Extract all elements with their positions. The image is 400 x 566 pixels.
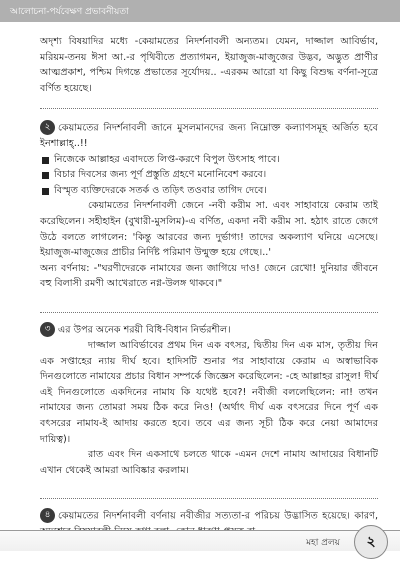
section-4-number: ৪ bbox=[40, 508, 55, 523]
page-number: ২ bbox=[354, 525, 388, 559]
section-3-body: দাজ্জাল আবির্ভাবের প্রথম দিন এক বৎসর, দ্বিতীয় দিন এক মাস, তৃতীয় দিন এক সপ্তাহের ন্যায় দীর্ঘ হবে। হাদিসটি শুনার পর সাহাবায়ে কেরাম এ অস্বাভাবিক দিনগুলোতে নামাযের প্রচার বিধান সম্পর্কে জিজ্ঞেস করেছিলেন: -হে আল্লাহর রাসুল! দীর্ঘ এই দিনগুলোতে একদিনের নামায কি যথেষ্ট হবে?! নবীজী বললেছিলেন: না! তখন নামাযের জন্য তোমরা সময় ঠিক করে নিও! (অর্থাৎ দীর্ঘ এক বৎসরের দিনে পূর্ণ এক বৎসরের নামায-ই আদায় করতে হবে। তবে এর জন্য সূচী ঠিক করে নেয়া আমাদের দায়িত্ব)। bbox=[40, 340, 378, 445]
divider-2 bbox=[40, 312, 378, 313]
intro-text: অদৃশ্য বিষয়াদির মধ্যে -কেয়ামতের নিদর্শনাবলী অন্যতম। যেমন, দাজ্জাল আবির্ভাব, মরিয়ম-তনয় ঈসা আ.-র পৃথিবীতে প্রত্যাগমন, ইয়াজুজ-মাজুজের উদ্ভব, অদ্ভুত প্রাণীর আত্মপ্রকাশ, পশ্চিম দিগন্তে প্রভাতের সূর্যোদয়.. -এরকম আরো যা কিছু বিশুদ্ধ বর্ণনা-সূত্রে বর্ণিত হয়েছে। bbox=[40, 36, 378, 94]
book-title: মহা প্রলয় bbox=[306, 538, 340, 548]
list-item: বিস্মৃত ব্যক্তিদেরকে সতর্ক ও তড়িৎ তওবার তাগিদ দেবে। bbox=[40, 183, 378, 199]
section-3 bbox=[40, 322, 378, 478]
header-band bbox=[0, 0, 400, 22]
list-item: নিজেকে আল্লাহর এবাদতে লিপ্ত-করণে বিপুল উৎসাহ পাবে। bbox=[40, 152, 378, 168]
section-2 bbox=[40, 120, 378, 292]
section-2-number: ২ bbox=[40, 120, 55, 135]
section-2-other-narration: অন্য বর্ণনায়: -"ঘরণীদেরকে নামাযের জন্য জাগিয়ে দাও! জেনে রেখো! দুনিয়ার জীবনে বহু বিলাসী রমণী আখেরাতে নগ্ন-উলঙ্গ থাকবে।" bbox=[40, 262, 378, 290]
footer-band bbox=[0, 530, 400, 551]
square-bullet-icon bbox=[42, 157, 49, 164]
square-bullet-icon bbox=[42, 172, 49, 179]
intro-paragraph bbox=[40, 34, 378, 96]
section-4-lead: কেয়ামতের নিদর্শনাবলী বর্ণনায় নবীজীর সত্যতা-র পরিচয় উদ্ভাসিত হয়েছে। কারণ, bbox=[58, 510, 378, 522]
square-bullet-icon bbox=[42, 188, 49, 195]
section-3-tail: রাত এবং দিন একসাথে চলতে থাকে -এমন দেশে নামায আদায়ের বিধানটি এখান থেকেই আমরা আবিষ্কার করলাম। bbox=[40, 449, 378, 476]
section-2-lead: কেয়ামতের নিদর্শনাবলী জানে মুসলমানদের জন্য নিম্নোক্ত কল্যাণসমূহ অর্জিত হবে ইনশাল্লাহ্..!! bbox=[40, 122, 378, 150]
section-3-lead: এর উপর অনেক শরয়ী বিধি-বিধান নির্ভরশীল। bbox=[58, 324, 231, 336]
running-title: আলোচনা-পর্যবেক্ষণ প্রভাবনীয়তা bbox=[10, 7, 129, 17]
section-3-number: ৩ bbox=[40, 322, 55, 337]
section-2-body: কেয়ামতের নিদর্শনাবলী জেনে -নবী করীম সা. এবং সাহাবায়ে কেরাম তাই করেছিলেন। সহীহাইন (বুখারী-মুসলিম)-এ বর্ণিত, একদা নবী করীম সা. হঠাৎ রাতে জেগে উঠে বলতে লাগলেন: 'কিন্তু আরবের জন্য দুর্ভাগ্য! তাদের অকল্যাণ ঘনিয়ে এসেছে। ইয়াজুজ-মাজুজের প্রাচীর নির্দিষ্ট পরিমাণ উন্মুক্ত হয়ে গেছে।..' bbox=[40, 200, 378, 259]
divider-1 bbox=[40, 108, 378, 109]
benefits-list bbox=[40, 152, 378, 199]
list-item: বিচার দিবসের জন্য পূর্ণ প্রস্তুতি গ্রহণে মনোনিবেশ করবে। bbox=[40, 167, 378, 183]
divider-3 bbox=[40, 498, 378, 499]
